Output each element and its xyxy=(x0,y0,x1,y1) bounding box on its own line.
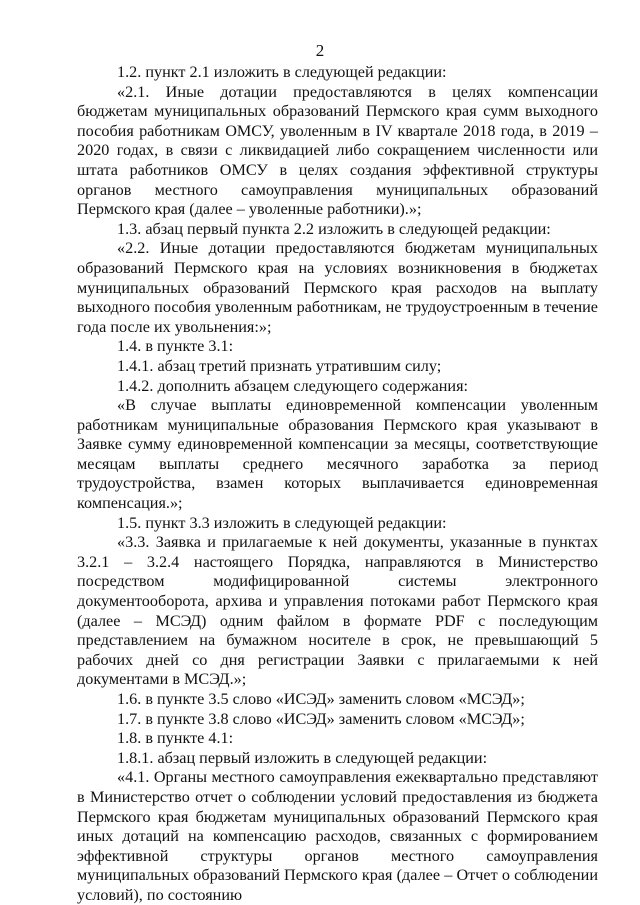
paragraph-1-4-2: 1.4.2. дополнить абзацем следующего содержания: xyxy=(117,376,469,395)
paragraph-compensation-quote: «В случае выплаты единовременной компенсации уволенным работникам муниципальные образования Пермского края указывают в Заявке сумму единовременной компенсации за месяцы, соответствующие месяцам выплаты среднего месячного заработка за период трудоустройства, взамен которых выплачивается единовременная компенсация.»; xyxy=(77,396,598,513)
paragraph-1-8-1: 1.8.1. абзац первый изложить в следующей редакции: xyxy=(117,748,488,767)
paragraph-3-3-quote: «3.3. Заявка и прилагаемые к ней документы, указанные в пунктах 3.2.1 – 3.2.4 настоящего Порядка, направляются в Министерство посредством модифицированной системы электронного документооборота, архива и управления потоками работ Пермского края (далее – МСЭД) одним файлом в формате PDF с последующим представлением на бумажном носителе в срок, не превышающий 5 рабочих дней со дня регистрации Заявки с прилагаемыми к ней документами в МСЭД.»; xyxy=(77,533,598,689)
paragraph-1-4: 1.4. в пункте 3.1: xyxy=(117,337,234,356)
paragraph-1-8: 1.8. в пункте 4.1: xyxy=(117,729,234,748)
page-number: 2 xyxy=(315,41,325,60)
paragraph-4-1-quote: «4.1. Органы местного самоуправления ежеквартально представляют в Министерство отчет о соблюдении условий предоставления из бюджета Пермского края бюджетам муниципальных образований Пермского края иных дотаций на компенсацию расходов, связанных с формированием эффективной структуры органов местного самоуправления муниципальных образований Пермского края (далее – Отчет о соблюдении условий), по состоянию xyxy=(77,768,598,904)
paragraph-2-2-quote: «2.2. Иные дотации предоставляются бюджетам муниципальных образований Пермского края на условиях возникновения в бюджетах муниципальных образований Пермского края расходов на выплату выходного пособия уволенным работникам, не трудоустроенным в течение года после их увольнения:»; xyxy=(77,239,598,336)
paragraph-1-4-1: 1.4.1. абзац третий признать утратившим силу; xyxy=(117,356,442,375)
paragraph-1-6: 1.6. в пункте 3.5 слово «ИСЭД» заменить словом «МСЭД»; xyxy=(117,690,525,708)
paragraph-1-5: 1.5. пункт 3.3 изложить в следующей редакции: xyxy=(117,513,447,532)
document-body xyxy=(77,63,598,905)
paragraph-1-3: 1.3. абзац первый пункта 2.2 изложить в следующей редакции: xyxy=(117,219,551,238)
paragraph-2-1-quote: «2.1. Иные дотации предоставляются в целях компенсации бюджетам муниципальных образований Пермского края сумм выходного пособия работникам ОМСУ, уволенным в IV квартале 2018 года, в 2019 – 2020 годах, в связи с ликвидацией либо сокращением численности или штата работников ОМСУ в целях создания эффективной структуры органов местного самоуправления муниципальных образований Пермского края (далее – уволенные работники).»; xyxy=(77,82,598,219)
paragraph-1-2: 1.2. пункт 2.1 изложить в следующей редакции: xyxy=(117,63,447,81)
paragraph-1-7: 1.7. в пункте 3.8 слово «ИСЭД» заменить словом «МСЭД»; xyxy=(117,709,525,728)
